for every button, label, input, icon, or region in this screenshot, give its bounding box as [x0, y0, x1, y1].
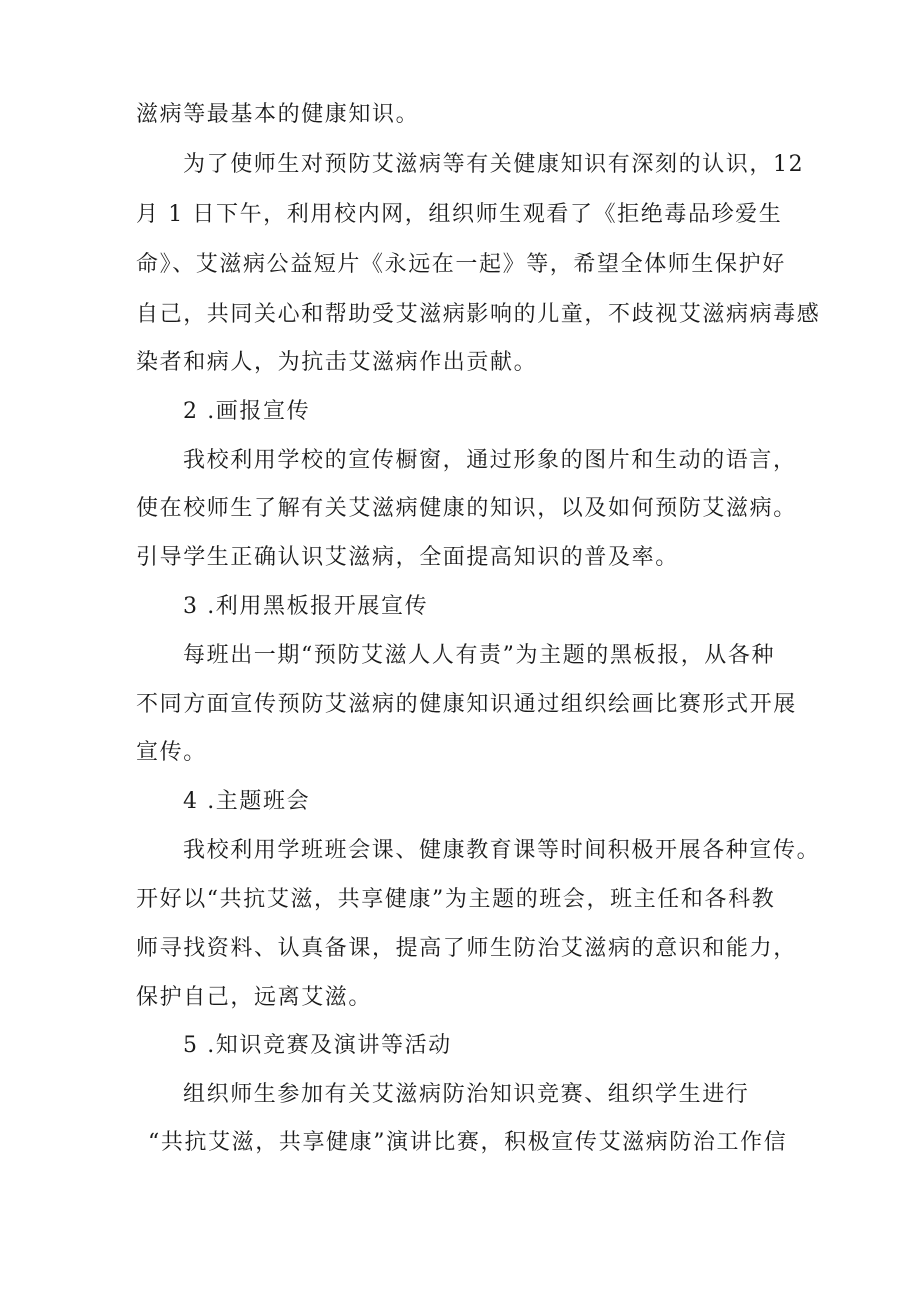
- section-heading: 3 .利用黑板报开展宣传: [183, 594, 429, 619]
- paragraph-first-line: 组织师生参加有关艾滋病防治知识竞赛、组织学生进行: [183, 1082, 750, 1107]
- body-text-line: 不同方面宣传预防艾滋病的健康知识通过组织绘画比赛形式开展: [136, 692, 797, 717]
- paragraph-first-line: 我校利用学校的宣传橱窗，通过形象的图片和生动的语言，: [183, 448, 797, 473]
- section-heading: 2 .画报宣传: [183, 399, 311, 424]
- body-text-line: 自己，共同关心和帮助受艾滋病影响的儿童，不歧视艾滋病病毒感: [136, 302, 821, 327]
- body-text-line: 月 1 日下午，利用校内网，组织师生观看了《拒绝毒品珍爱生: [136, 202, 783, 227]
- body-text-line: 滋病等最基本的健康知识。: [136, 102, 420, 127]
- body-text-line: “共抗艾滋，共享健康”演讲比赛，积极宣传艾滋病防治工作信: [148, 1130, 788, 1155]
- body-text-line: 使在校师生了解有关艾滋病健康的知识，以及如何预防艾滋病。: [136, 496, 797, 521]
- body-text-line: 命》、艾滋病公益短片《永远在一起》等，希望全体师生保护好: [136, 252, 786, 277]
- section-heading: 4 .主题班会: [183, 789, 311, 814]
- body-text-line: 引导学生正确认识艾滋病，全面提高知识的普及率。: [136, 545, 679, 570]
- body-text-line: 师寻找资料、认真备课，提高了师生防治艾滋病的意识和能力，: [136, 936, 797, 961]
- body-text-line: 开好以“共抗艾滋，共享健康”为主题的班会，班主任和各科教: [136, 887, 776, 912]
- paragraph-first-line: 为了使师生对预防艾滋病等有关健康知识有深刻的认识，12: [183, 152, 805, 177]
- section-heading: 5 .知识竞赛及演讲等活动: [183, 1033, 452, 1058]
- body-text-line: 宣传。: [136, 740, 207, 765]
- paragraph-first-line: 我校利用学班班会课、健康教育课等时间积极开展各种宣传。: [183, 838, 821, 863]
- body-text-line: 保护自己，远离艾滋。: [136, 985, 373, 1010]
- paragraph-first-line: 每班出一期“预防艾滋人人有责”为主题的黑板报，从各种: [183, 643, 776, 668]
- body-text-line: 染者和病人，为抗击艾滋病作出贡献。: [136, 350, 538, 375]
